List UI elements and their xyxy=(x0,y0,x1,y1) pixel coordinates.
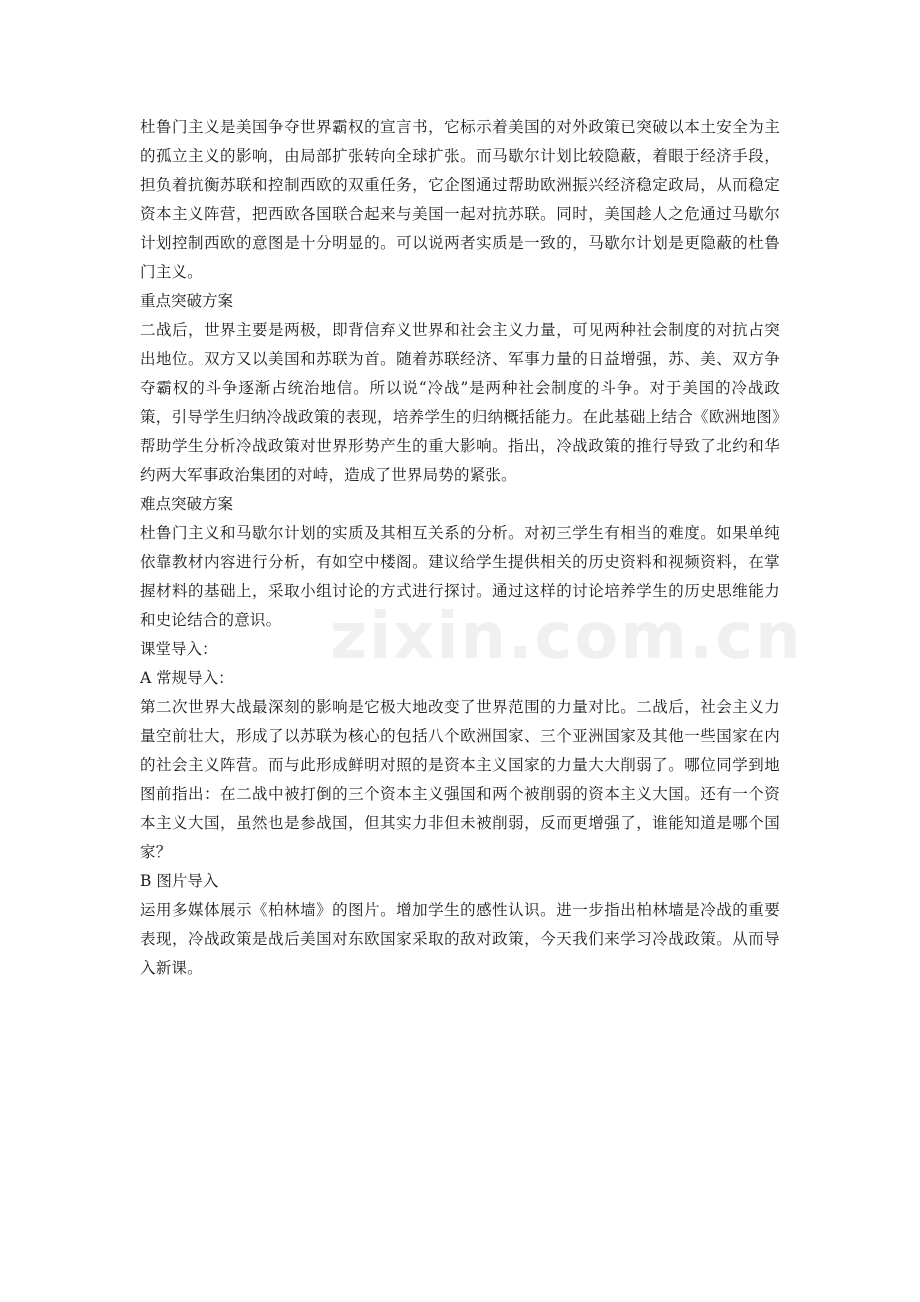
paragraph-truman-marshall: 杜鲁门主义是美国争夺世界霸权的宣言书，它标示着美国的对外政策已突破以本土安全为主的孤立主义的影响，由局部扩张转向全球扩张。而马歇尔计划比较隐蔽，着眼于经济手段，担负着抗衡苏联和控制西欧的双重任务，它企图通过帮助欧洲振兴经济稳定政局，从而稳定资本主义阵营，把西欧各国联合起来与美国一起对抗苏联。同时，美国趁人之危通过马歇尔计划控制西欧的意图是十分明显的。可以说两者实质是一致的，马歇尔计划是更隐蔽的杜鲁门主义。 xyxy=(140,118,780,281)
paragraph-key-points: 二战后，世界主要是两极，即背信弃义世界和社会主义力量，可见两种社会制度的对抗占突出地位。双方又以美国和苏联为首。随着苏联经济、军事力量的日益增强，苏、美、双方争夺霸权的斗争逐渐占统治地信。所以说“冷战”是两种社会制度的斗争。对于美国的冷战政策，引导学生归纳冷战政策的表现，培养学生的归纳概括能力。在此基础上结合《欧洲地图》帮助学生分析冷战政策对世界形势产生的重大影响。指出，冷战政策的推行导致了北约和华约两大军事政治集团的对峙，造成了世界局势的紧张。 xyxy=(140,321,780,484)
paragraph-picture-intro: 运用多媒体展示《柏林墙》的图片。增加学生的感性认识。进一步指出柏林墙是冷战的重要表现，冷战政策是战后美国对东欧国家采取的敌对政策，今天我们来学习冷战政策。从而导入新课。 xyxy=(140,901,780,977)
paragraph-difficult-points: 杜鲁门主义和马歇尔计划的实质及其相互关系的分析。对初三学生有相当的难度。如果单纯依靠教材内容进行分析，有如空中楼阁。建议给学生提供相关的历史资料和视频资料，在掌握材料的基础上，采取小组讨论的方式进行探讨。通过这样的讨论培养学生的历史思维能力和史论结合的意识。 xyxy=(140,524,780,629)
heading-difficult-points: 难点突破方案 xyxy=(140,495,234,513)
watermark: zixin.com.cn xyxy=(330,600,803,674)
heading-picture-intro: B 图片导入 xyxy=(140,872,219,890)
paragraph-regular-intro: 第二次世界大战最深刻的影响是它极大地改变了世界范围的力量对比。二战后，社会主义力量空前壮大，形成了以苏联为核心的包括八个欧洲国家、三个亚洲国家及其他一些国家在内的社会主义阵营。而与此形成鲜明对照的是资本主义国家的力量大大削弱了。哪位同学到地图前指出：在二战中被打倒的三个资本主义强国和两个被削弱的资本主义大国。还有一个资本主义大国，虽然也是参战国，但其实力非但未被削弱，反而更增强了，谁能知道是哪个国家？ xyxy=(140,698,780,861)
document-body xyxy=(140,113,780,983)
heading-key-points: 重点突破方案 xyxy=(140,292,234,310)
heading-regular-intro: A 常规导入： xyxy=(140,669,234,687)
heading-class-intro: 课堂导入： xyxy=(140,640,218,658)
